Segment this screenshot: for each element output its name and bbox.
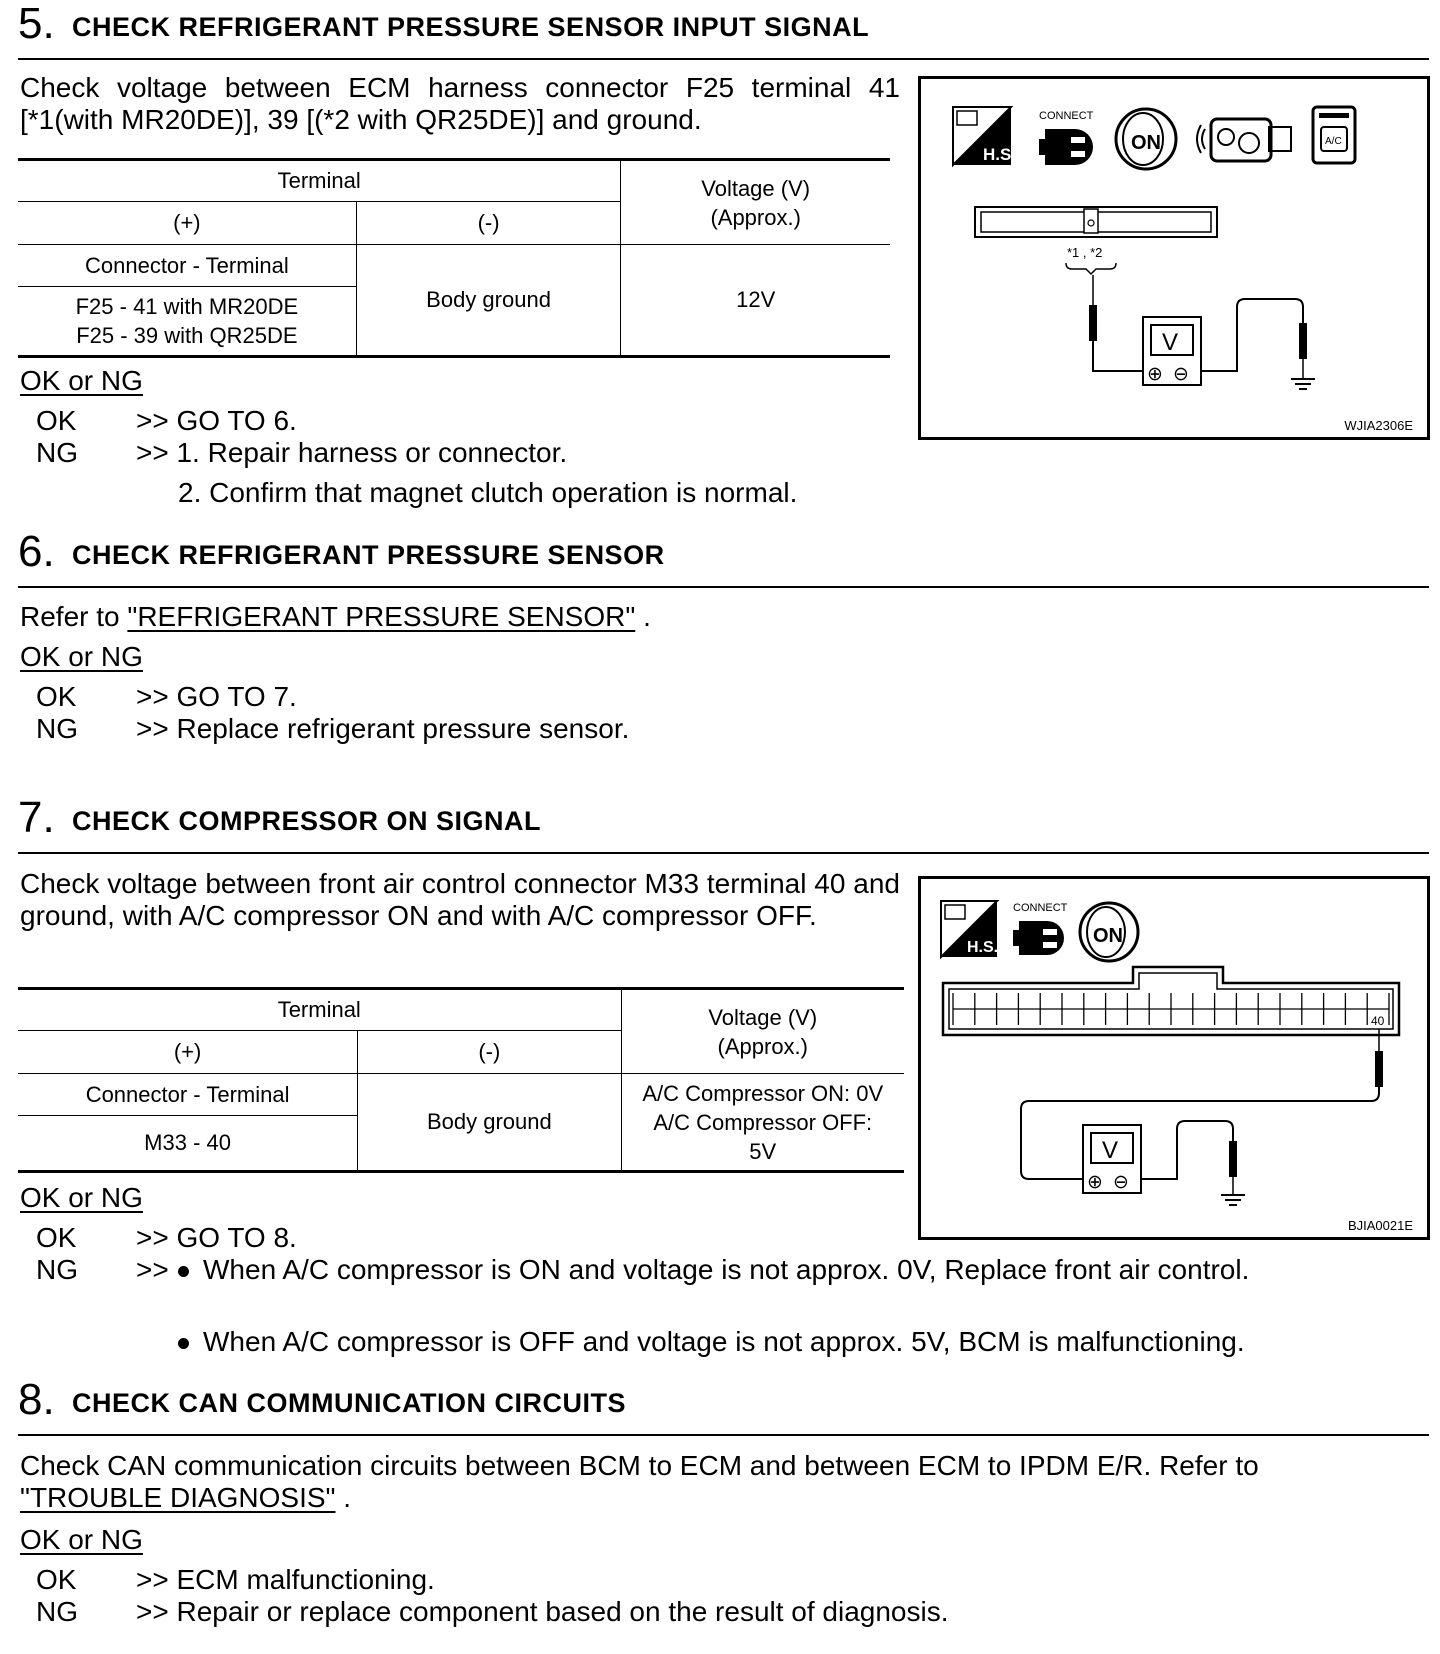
step-8-instruction: Check CAN communication circuits between BCM to ECM and between ECM to IPDM E/R. Refer to "TROUBLE DIAGNOSIS" .	[20, 1450, 1259, 1513]
terminal-callout: *1 , *2	[1067, 245, 1103, 260]
step-5-ok-label: OK	[36, 405, 77, 436]
refrigerant-pressure-sensor-link[interactable]: "REFRIGERANT PRESSURE SENSOR"	[127, 601, 636, 632]
step-6-ok-label: OK	[36, 681, 77, 712]
plus-header: (+)	[18, 1031, 358, 1074]
step-7-ok-text: >> GO TO 8.	[136, 1222, 297, 1253]
step-5-voltage-table	[18, 158, 890, 358]
step-6-number: 6.	[18, 527, 55, 576]
step-7-ok-label: OK	[36, 1222, 77, 1253]
connector-terminal-value: M33 - 40	[18, 1116, 358, 1172]
front-air-control-connector	[943, 967, 1399, 1035]
svg-text:CONNECT: CONNECT	[1039, 110, 1094, 122]
step-7-instruction: Check voltage between front air control connector M33 terminal 40 and ground, with A/C compressor ON and with A/C compressor OFF.	[20, 868, 900, 931]
step-8-number: 8.	[18, 1375, 55, 1424]
step-8-ng-text: >> Repair or replace component based on the result of diagnosis.	[136, 1596, 949, 1627]
step-6-ng-text: >> Replace refrigerant pressure sensor.	[136, 713, 630, 744]
step-7-bullet-1: When A/C compressor is ON and voltage is not approx. 0V, Replace front air control.	[178, 1254, 1249, 1286]
ignition-on-icon	[1080, 903, 1138, 961]
ecm-connector	[975, 207, 1217, 237]
step-7-number: 7.	[18, 793, 55, 842]
engine-running-icon	[1197, 119, 1291, 161]
connector-terminal-header: Connector - Terminal	[18, 245, 356, 287]
ignition-on-icon	[1116, 109, 1176, 169]
step-8-title: CHECK CAN COMMUNICATION CIRCUITS	[72, 1388, 626, 1418]
step-5-number: 5.	[18, 0, 55, 48]
step-6-divider	[18, 586, 1429, 588]
step-6-ok-ng-heading: OK or NG	[20, 641, 143, 672]
step-8-ok-label: OK	[36, 1564, 77, 1595]
connect-icon	[1039, 110, 1094, 165]
step-6-ng-label: NG	[36, 713, 78, 744]
step-5-title: CHECK REFRIGERANT PRESSURE SENSOR INPUT SIGNAL	[72, 12, 870, 42]
step-7-figure	[918, 876, 1430, 1240]
step-8-ok-text: >> ECM malfunctioning.	[136, 1564, 435, 1595]
step-8-ok-ng-heading: OK or NG	[20, 1524, 143, 1555]
voltmeter	[1083, 1125, 1141, 1193]
plus-terminal-icon: ⊕	[1087, 1171, 1103, 1193]
plus-header: (+)	[18, 202, 356, 245]
connect-icon	[1013, 902, 1068, 955]
svg-text:CONNECT: CONNECT	[1013, 902, 1068, 914]
hand-icon	[953, 107, 1016, 165]
connector-terminal-header: Connector - Terminal	[18, 1074, 358, 1116]
bullet-icon	[178, 1338, 189, 1349]
step-7-ng-label: NG	[36, 1254, 78, 1285]
hand-icon	[941, 901, 998, 957]
step-7-divider	[18, 852, 1429, 854]
figure-id: WJIA2306E	[1344, 418, 1413, 433]
bullet-icon	[178, 1266, 189, 1277]
plus-terminal-icon: ⊕	[1147, 363, 1163, 385]
step-8-ng-label: NG	[36, 1596, 78, 1627]
minus-terminal-icon: ⊖	[1173, 363, 1189, 385]
step-5-ng-text: >> 1. Repair harness or connector.	[136, 437, 568, 468]
voltage-value: A/C Compressor ON: 0V A/C Compressor OFF: 5V	[621, 1074, 904, 1172]
svg-text:V: V	[1102, 1137, 1119, 1164]
minus-value: Body ground	[356, 245, 621, 357]
step-5-ng-label: NG	[36, 437, 78, 468]
step-5-instruction: Check voltage between ECM harness connector F25 terminal 41 [*1(with MR20DE)], 39 [(*2 with QR25DE)] and ground.	[20, 72, 900, 135]
voltage-header: Voltage (V) (Approx.)	[621, 160, 890, 245]
minus-value: Body ground	[358, 1074, 621, 1172]
minus-header: (-)	[358, 1031, 621, 1074]
step-6-ok-text: >> GO TO 7.	[136, 681, 297, 712]
ac-switch-icon	[1313, 107, 1355, 163]
step-6-instruction: Refer to "REFRIGERANT PRESSURE SENSOR" .	[20, 601, 651, 632]
step-8-divider	[18, 1434, 1429, 1436]
svg-text:H.S.: H.S.	[967, 939, 999, 956]
terminal-header: Terminal	[18, 160, 621, 202]
svg-text:H.S.: H.S.	[983, 145, 1017, 164]
terminal-40-label: 40	[1371, 1014, 1385, 1028]
step-5-figure	[918, 76, 1430, 440]
probe-leads	[1021, 1029, 1383, 1205]
step-5-ng-text-2: 2. Confirm that magnet clutch operation is normal.	[178, 477, 798, 508]
svg-text:V: V	[1162, 329, 1179, 356]
step-7-ng-text: >>	[136, 1254, 169, 1285]
svg-text:ON: ON	[1093, 925, 1123, 947]
terminal-header: Terminal	[18, 989, 621, 1031]
voltage-header: Voltage (V) (Approx.)	[621, 989, 904, 1074]
step-5-divider	[18, 58, 1429, 60]
step-6-title: CHECK REFRIGERANT PRESSURE SENSOR	[72, 540, 665, 570]
voltmeter	[1143, 317, 1201, 385]
svg-text:ON: ON	[1131, 132, 1161, 154]
minus-header: (-)	[356, 202, 621, 245]
connector-terminal-value: F25 - 41 with MR20DE F25 - 39 with QR25DE	[18, 287, 356, 357]
step-5-ok-ng-heading: OK or NG	[20, 365, 143, 396]
svg-text:A/C: A/C	[1325, 136, 1342, 147]
step-5-ok-text: >> GO TO 6.	[136, 405, 297, 436]
trouble-diagnosis-link[interactable]: "TROUBLE DIAGNOSIS"	[20, 1482, 336, 1513]
minus-terminal-icon: ⊖	[1113, 1171, 1129, 1193]
figure-id: BJIA0021E	[1347, 1218, 1413, 1233]
step-7-bullet-2: When A/C compressor is OFF and voltage is not approx. 5V, BCM is malfunctioning.	[178, 1326, 1245, 1358]
voltage-value: 12V	[621, 245, 890, 357]
step-7-title: CHECK COMPRESSOR ON SIGNAL	[72, 806, 542, 836]
step-7-voltage-table	[18, 987, 904, 1173]
step-7-ok-ng-heading: OK or NG	[20, 1182, 143, 1213]
